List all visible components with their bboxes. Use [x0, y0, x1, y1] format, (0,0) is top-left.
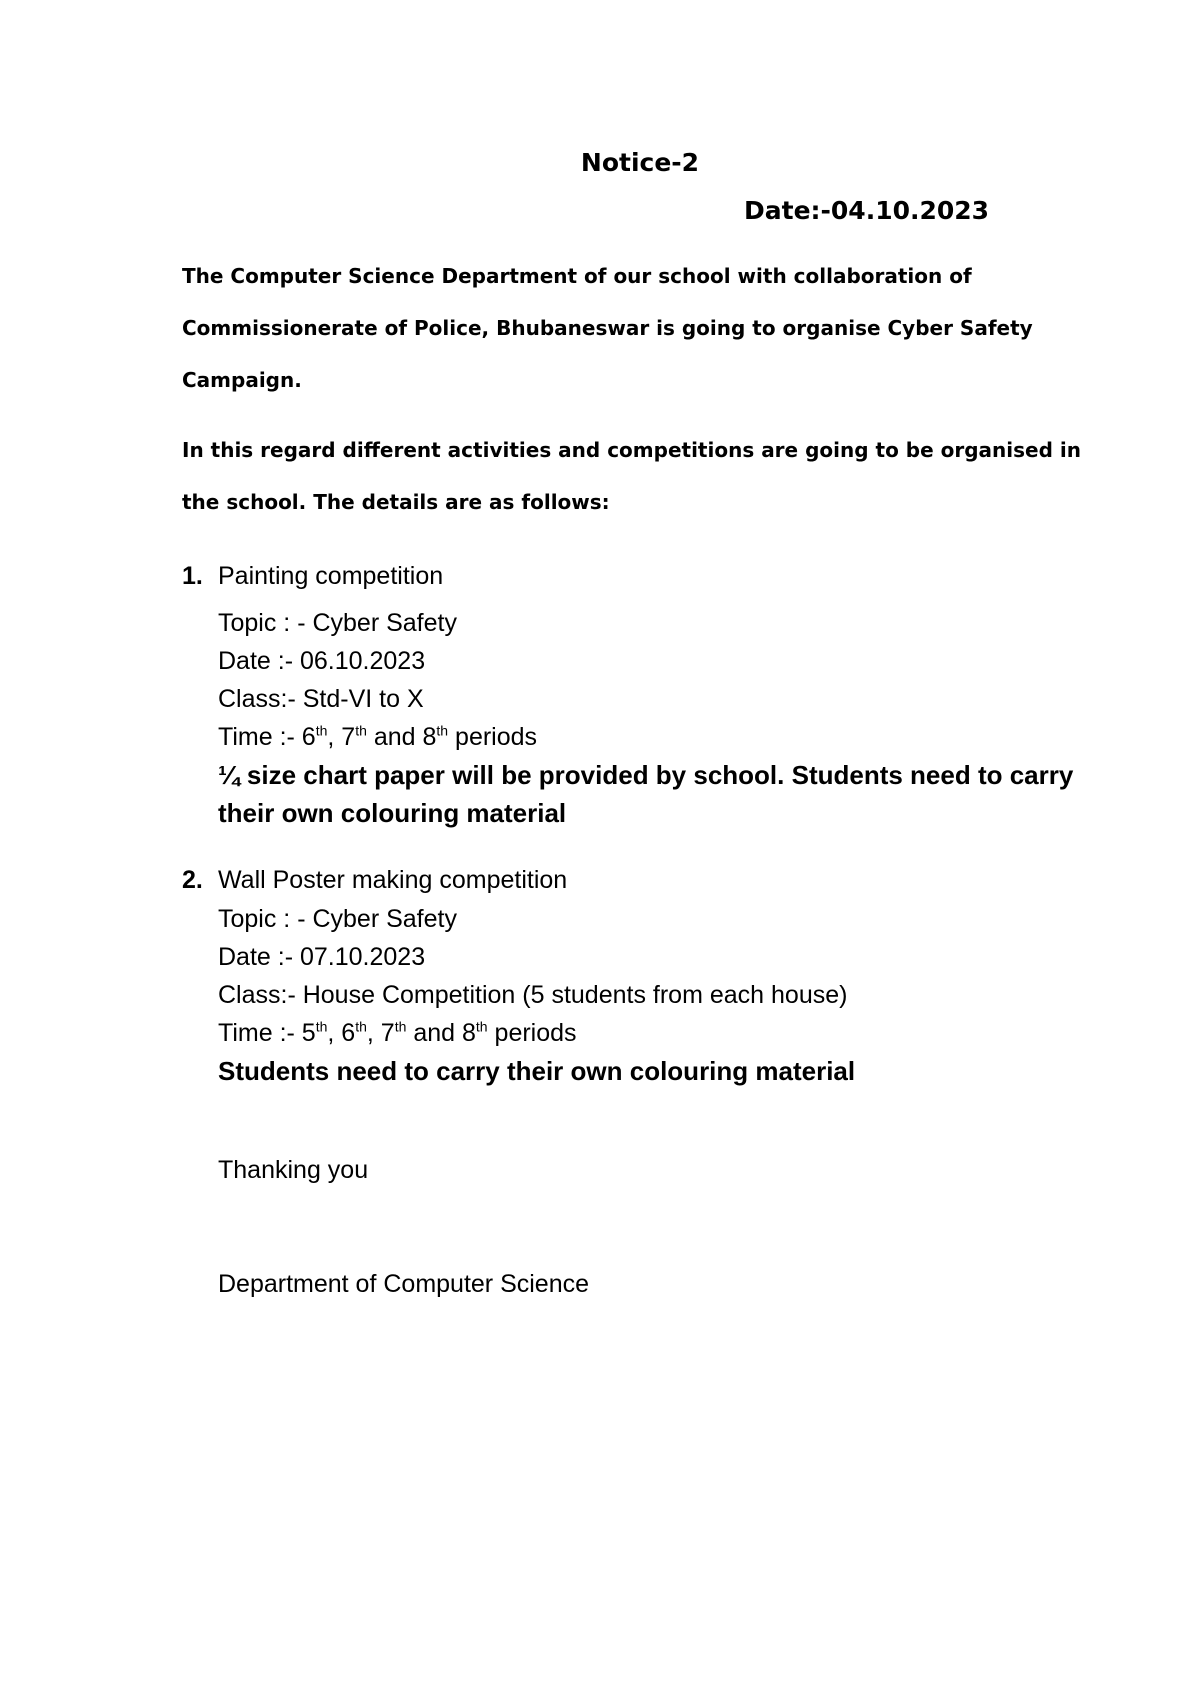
notice-title: Notice-2 [580, 148, 700, 177]
period-number: 6 [301, 723, 316, 751]
competition-date: Date :- 06.10.2023 [218, 647, 426, 675]
competition-date: Date :- 07.10.2023 [218, 943, 426, 971]
competition-number: 1. [182, 562, 203, 590]
competition-details [218, 900, 1082, 1090]
competition-title: Painting competition [218, 562, 444, 590]
competition-item [182, 860, 1082, 1090]
ordinal-suffix: th [394, 1018, 407, 1035]
competition-note: ¼ size chart paper will be provided by school. Students need to carry their own colouring material [218, 760, 1074, 828]
period-separator: and [366, 723, 423, 751]
ordinal-suffix: th [315, 1018, 328, 1035]
ordinal-suffix: th [315, 722, 328, 739]
period-number: 7 [380, 1019, 395, 1047]
competition-topic: Topic : - Cyber Safety [218, 905, 457, 933]
period-separator: periods [448, 723, 538, 751]
period-separator: and [406, 1019, 462, 1047]
competition-time [218, 1014, 1082, 1052]
time-prefix: Time :- [218, 1019, 302, 1047]
period-number: 5 [301, 1019, 316, 1047]
period-separator: periods [487, 1019, 577, 1047]
period-separator: , [366, 1019, 381, 1047]
competition-note: Students need to carry their own colouring material [218, 1056, 856, 1086]
time-prefix: Time :- [218, 723, 302, 751]
competition-item [182, 556, 1082, 832]
period-separator: , [327, 723, 342, 751]
competition-details [218, 604, 1082, 832]
notice-date: Date:-04.10.2023 [744, 196, 990, 225]
ordinal-suffix: th [355, 722, 367, 739]
period-number: 7 [341, 723, 356, 751]
period-number: 8 [462, 1019, 476, 1047]
closing-thanks: Thanking you [218, 1156, 369, 1184]
competition-number: 2. [182, 866, 203, 894]
period-number: 6 [341, 1019, 356, 1047]
ordinal-suffix: th [355, 1018, 367, 1035]
intro-paragraph: The Computer Science Department of our school with collaboration of Commissionerate of Police, Bhubaneswar is going to organise Cyber Safety Campaign. [182, 264, 1033, 392]
competition-class: Class:- Std-VI to X [218, 685, 424, 713]
period-number: 8 [422, 723, 437, 751]
period-separator: , [327, 1019, 342, 1047]
competition-title: Wall Poster making competition [218, 866, 568, 894]
closing-signature: Department of Computer Science [218, 1270, 590, 1298]
competition-time [218, 718, 1082, 756]
competition-class: Class:- House Competition (5 students from each house) [218, 981, 848, 1009]
competition-topic: Topic : - Cyber Safety [218, 609, 457, 637]
competition-header [182, 860, 1082, 900]
ordinal-suffix: th [436, 722, 449, 739]
competition-header [182, 556, 1082, 596]
details-paragraph: In this regard different activities and competitions are going to be organised in the school. The details are as follows: [182, 438, 1081, 514]
ordinal-suffix: th [475, 1018, 488, 1035]
